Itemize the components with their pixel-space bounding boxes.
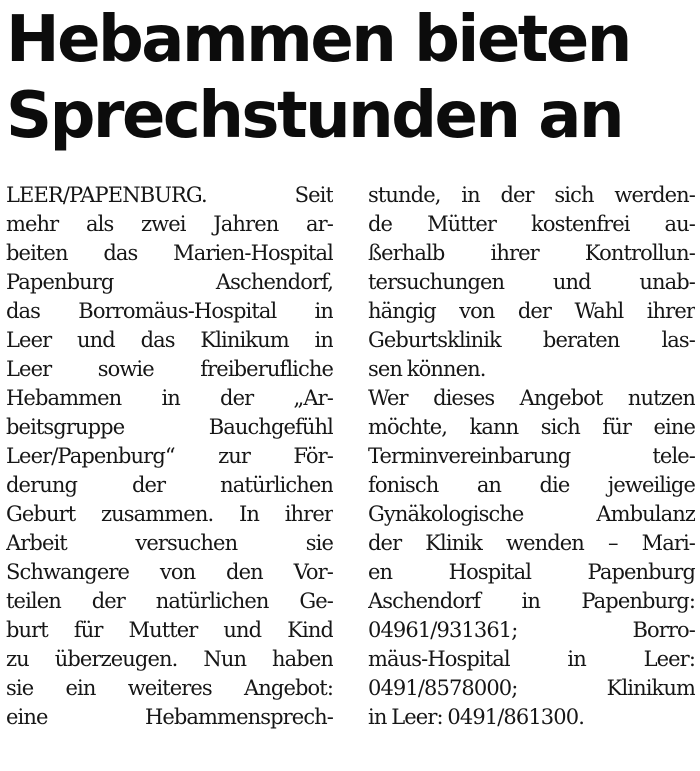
text-line: de Mütter kostenfrei au- [368, 212, 695, 236]
text-line: sie ein weiteres Angebot: [6, 676, 333, 700]
text-line: Papenburg Aschendorf, [6, 270, 333, 294]
text-line: beitsgruppe Bauchgefühl [6, 415, 333, 439]
headline-line-2: Sprechstunden an [6, 79, 622, 153]
text-line: 04961/931361; Borro- [368, 618, 695, 642]
article-column-right [368, 181, 695, 732]
text-line: 0491/8578000; Klinikum [368, 676, 695, 700]
text-line: burt für Mutter und Kind [6, 618, 333, 642]
text-line: LEER/PAPENBURG. Seit [6, 183, 333, 207]
headline-line-1: Hebammen bieten [6, 3, 630, 77]
text-line: Schwangere von den Vor- [6, 560, 333, 584]
text-line: mäus-Hospital in Leer: [368, 647, 695, 671]
text-line: zu überzeugen. Nun haben [6, 647, 333, 671]
text-line: Arbeit versuchen sie [6, 531, 333, 555]
text-line: Wer dieses Angebot nutzen [368, 386, 695, 410]
text-line: Geburtsklinik beraten las- [368, 328, 695, 352]
text-line: fonisch an die jeweilige [368, 473, 695, 497]
article-column-left [6, 181, 333, 732]
paragraph-end-line: in Leer: 0491/861300. [368, 705, 584, 729]
text-line: en Hospital Papenburg [368, 560, 695, 584]
text-line: hängig von der Wahl ihrer [368, 299, 695, 323]
text-line: ßerhalb ihrer Kontrollun- [368, 241, 695, 265]
text-line: Terminvereinbarung tele- [368, 444, 695, 468]
text-line: Geburt zusammen. In ihrer [6, 502, 333, 526]
headline [6, 2, 696, 154]
text-line: Aschendorf in Papenburg: [368, 589, 695, 613]
text-line: teilen der natürlichen Ge- [6, 589, 333, 613]
text-line: Leer/Papenburg“ zur För- [6, 444, 333, 468]
paragraph-end-line: sen können. [368, 357, 486, 381]
text-line: tersuchungen und unab- [368, 270, 695, 294]
text-line: derung der natürlichen [6, 473, 333, 497]
text-line: eine Hebammensprech- [6, 705, 333, 729]
text-line: möchte, kann sich für eine [368, 415, 695, 439]
text-line: Leer und das Klinikum in [6, 328, 333, 352]
text-line: der Klinik wenden – Mari- [368, 531, 695, 555]
text-line: beiten das Marien-Hospital [6, 241, 333, 265]
text-line: stunde, in der sich werden- [368, 183, 695, 207]
text-line: Hebammen in der „Ar- [6, 386, 333, 410]
text-line: mehr als zwei Jahren ar- [6, 212, 333, 236]
text-line: Leer sowie freiberufliche [6, 357, 333, 381]
text-line: Gynäkologische Ambulanz [368, 502, 695, 526]
text-line: das Borromäus-Hospital in [6, 299, 333, 323]
